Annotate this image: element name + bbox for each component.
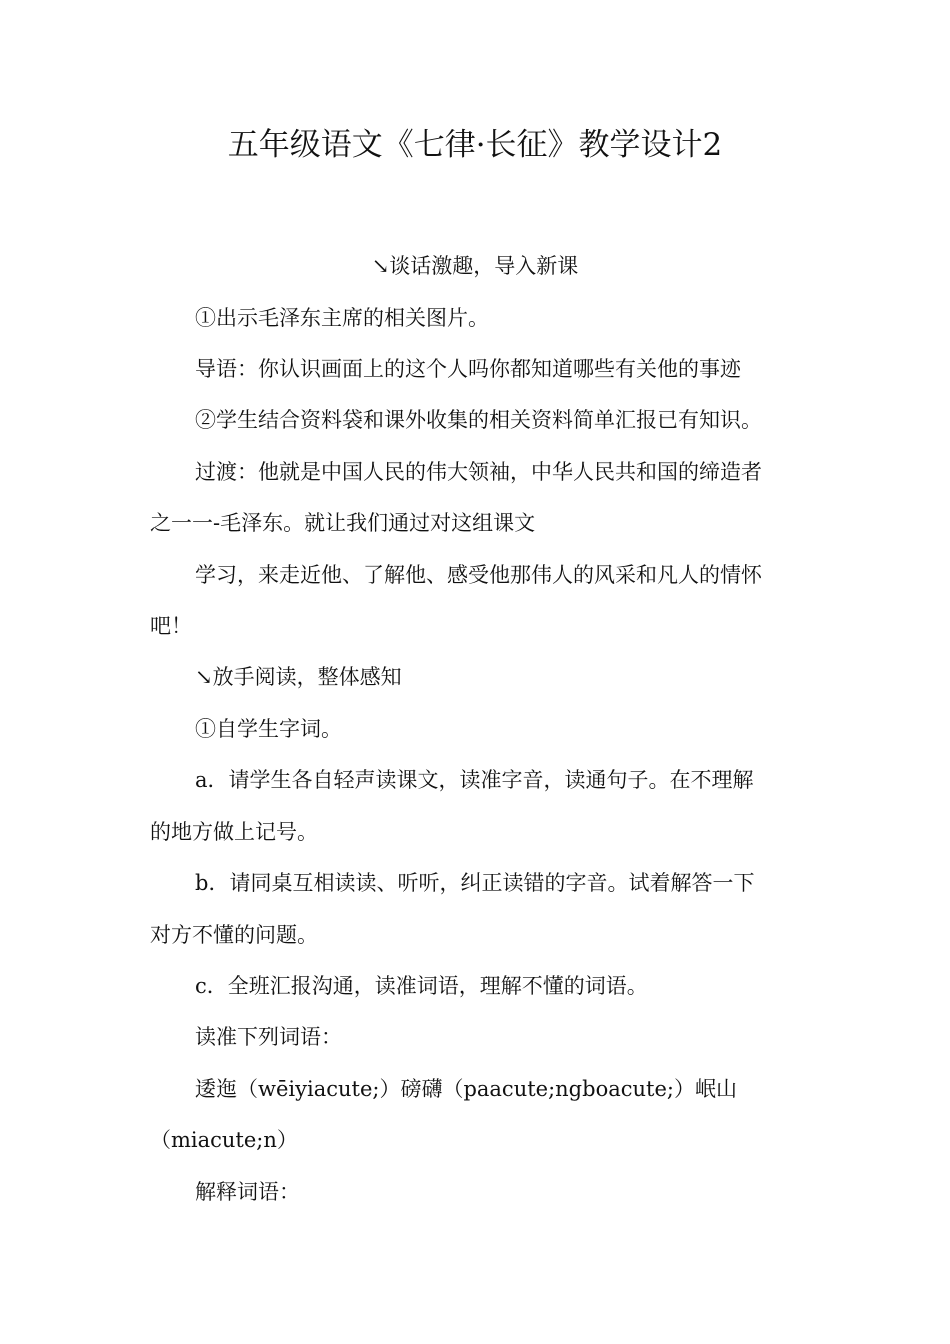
paragraph-line: 吧！ bbox=[150, 614, 192, 638]
paragraph-line: 对方不懂的问题。 bbox=[150, 923, 318, 947]
paragraph-line: （miacute;n） bbox=[150, 1128, 298, 1152]
paragraph-line: b．请同桌互相读读、听听，纠正读错的字音。试着解答一下 bbox=[195, 871, 755, 895]
section-heading-intro: ↘谈话激趣，导入新课 bbox=[371, 254, 579, 278]
paragraph-line: 逶迤（wēiyiacute;）磅礴（paacute;ngboacute;）岷山 bbox=[195, 1077, 737, 1101]
paragraph-line: 过渡：他就是中国人民的伟大领袖，中华人民共和国的缔造者 bbox=[195, 460, 762, 484]
paragraph-line: a．请学生各自轻声读课文，读准字音，读通句子。在不理解 bbox=[195, 768, 754, 792]
paragraph-line: 的地方做上记号。 bbox=[150, 820, 318, 844]
paragraph-line: ①自学生字词。 bbox=[195, 717, 342, 741]
paragraph-line: 学习，来走近他、了解他、感受他那伟人的风采和凡人的情怀 bbox=[195, 563, 762, 587]
paragraph-line: ①出示毛泽东主席的相关图片。 bbox=[195, 306, 489, 330]
paragraph-line: c．全班汇报沟通，读准词语，理解不懂的词语。 bbox=[195, 974, 648, 998]
paragraph-line: 导语：你认识画面上的这个人吗你都知道哪些有关他的事迹 bbox=[195, 357, 741, 381]
paragraph-line: 之一一-毛泽东。就让我们通过对这组课文 bbox=[150, 511, 536, 535]
section-heading-reading: ↘放手阅读，整体感知 bbox=[195, 665, 402, 689]
paragraph-line: 读准下列词语： bbox=[195, 1025, 342, 1049]
paragraph-line: 解释词语： bbox=[195, 1180, 300, 1204]
document-title: 五年级语文《七律·长征》教学设计2 bbox=[227, 127, 723, 163]
paragraph-line: ②学生结合资料袋和课外收集的相关资料简单汇报已有知识。 bbox=[195, 408, 762, 432]
